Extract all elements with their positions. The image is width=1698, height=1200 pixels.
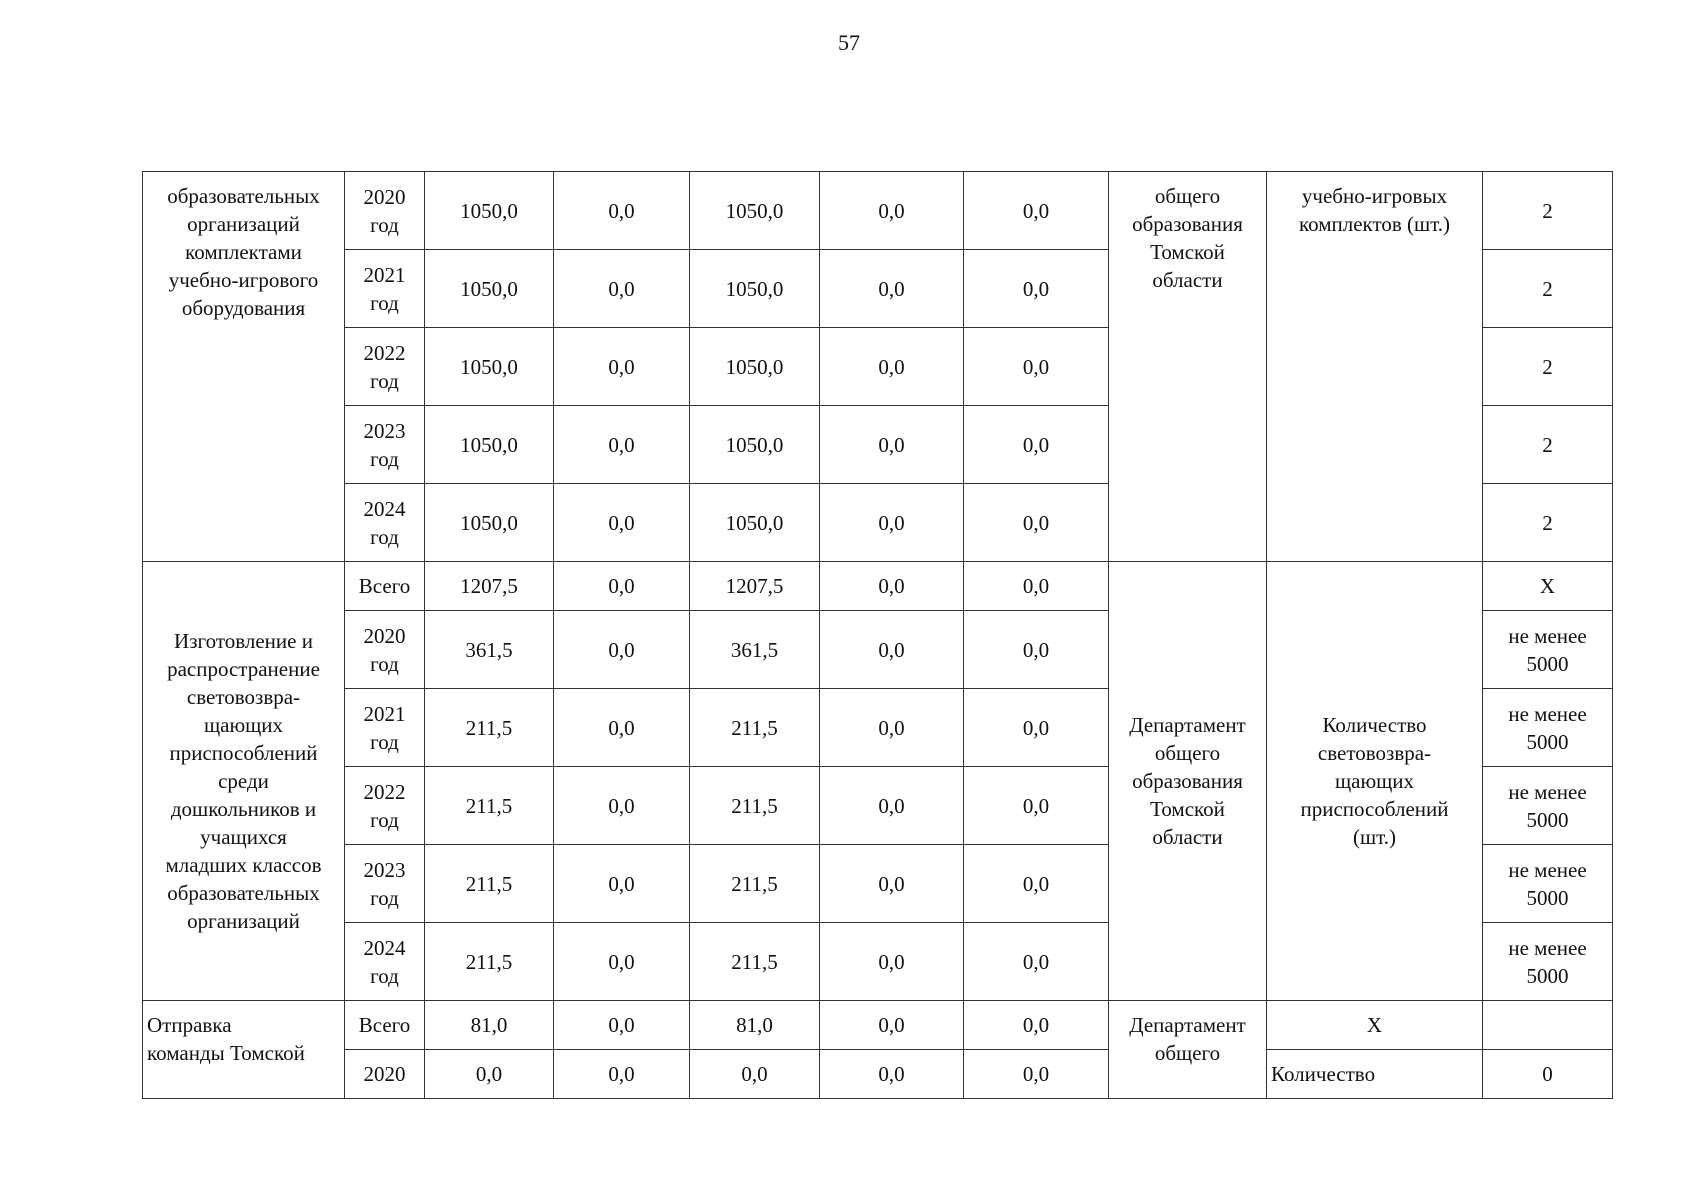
regional-budget-cell: 81,0 [690, 1001, 820, 1050]
table-row [143, 1001, 1613, 1050]
local-budget-cell: 0,0 [820, 172, 964, 250]
local-budget-cell: 0,0 [820, 406, 964, 484]
text-line: год [370, 651, 399, 676]
extra-budget-cell: 0,0 [964, 845, 1109, 923]
extra-budget-cell: 0,0 [964, 1050, 1109, 1099]
total-amount-cell: 1050,0 [425, 172, 554, 250]
federal-budget-cell: 0,0 [554, 562, 690, 611]
total-amount-cell: 211,5 [425, 689, 554, 767]
local-budget-cell: 0,0 [820, 1050, 964, 1099]
text-line: Томской [1150, 240, 1225, 264]
text-line: год [370, 368, 399, 393]
period-cell [345, 562, 425, 611]
text-line: 5000 [1526, 885, 1569, 910]
text-line: Томской [1150, 797, 1225, 821]
text-line: образования [1132, 769, 1243, 793]
total-amount-cell: 211,5 [425, 845, 554, 923]
period-cell [345, 767, 425, 845]
federal-budget-cell: 0,0 [554, 611, 690, 689]
text-line: не менее [1508, 779, 1587, 804]
local-budget-cell: 0,0 [820, 484, 964, 562]
text-line: 2022 [363, 779, 406, 804]
extra-budget-cell: 0,0 [964, 611, 1109, 689]
text-line: 5000 [1526, 807, 1569, 832]
table-row [143, 1050, 1613, 1099]
text-line: Изготовление и [174, 629, 313, 653]
federal-budget-cell: 0,0 [554, 1001, 690, 1050]
text-line: 2023 [363, 418, 406, 443]
text-line: области [1152, 825, 1223, 849]
text-line: 2 [1542, 432, 1553, 457]
federal-budget-cell: 0,0 [554, 923, 690, 1001]
text-line: команды Томской [147, 1041, 305, 1065]
local-budget-cell: 0,0 [820, 1001, 964, 1050]
text-line: учебно-игровых [1301, 184, 1448, 208]
text-line: не менее [1508, 623, 1587, 648]
text-line: приспособлений [1300, 797, 1449, 821]
text-line: общего [1154, 1041, 1221, 1065]
indicator-value-cell [1483, 1050, 1613, 1099]
indicator-name-cell [1267, 172, 1483, 562]
text-line: учебно-игрового [168, 268, 319, 292]
total-amount-cell: 1050,0 [425, 328, 554, 406]
text-line: 2021 [363, 262, 406, 287]
indicator-value-cell [1483, 611, 1613, 689]
text-line: не менее [1508, 857, 1587, 882]
indicator-name-cell [1267, 562, 1483, 1001]
total-amount-cell: 1050,0 [425, 250, 554, 328]
federal-budget-cell: 0,0 [554, 1050, 690, 1099]
regional-budget-cell: 1050,0 [690, 406, 820, 484]
text-line: 5000 [1526, 651, 1569, 676]
table-row [143, 562, 1613, 611]
text-line: оборудования [181, 296, 306, 320]
event-description-cell [143, 172, 345, 562]
extra-budget-cell: 0,0 [964, 562, 1109, 611]
text-line: Департамент [1129, 713, 1246, 737]
text-line: год [370, 446, 399, 471]
text-line: не менее [1508, 701, 1587, 726]
federal-budget-cell: 0,0 [554, 767, 690, 845]
local-budget-cell: 0,0 [820, 845, 964, 923]
text-line: Х [1539, 574, 1556, 598]
local-budget-cell: 0,0 [820, 923, 964, 1001]
text-line: комплектами [185, 240, 302, 264]
extra-budget-cell: 0,0 [964, 484, 1109, 562]
indicator-value-cell [1483, 406, 1613, 484]
table-row [143, 172, 1613, 250]
text-line: год [370, 885, 399, 910]
regional-budget-cell: 361,5 [690, 611, 820, 689]
text-line: щающих [1334, 769, 1415, 793]
indicator-name-cell [1267, 1050, 1483, 1099]
text-line: Всего [358, 1013, 411, 1037]
text-line: 2 [1542, 510, 1553, 535]
text-line: Отправка [147, 1013, 232, 1037]
indicator-value-cell [1483, 562, 1613, 611]
period-cell [345, 1001, 425, 1050]
text-line: 2020 [363, 623, 406, 648]
text-line: 2 [1542, 276, 1553, 301]
indicator-value-cell [1483, 845, 1613, 923]
text-line: 2020 [363, 1062, 406, 1086]
total-amount-cell: 1207,5 [425, 562, 554, 611]
total-amount-cell: 211,5 [425, 767, 554, 845]
regional-budget-cell: 211,5 [690, 689, 820, 767]
total-amount-cell: 211,5 [425, 923, 554, 1001]
indicator-value-cell [1483, 250, 1613, 328]
text-line: распространение [167, 657, 320, 681]
extra-budget-cell: 0,0 [964, 328, 1109, 406]
event-description-cell [143, 562, 345, 1001]
text-line: Департамент [1129, 1013, 1246, 1037]
text-line: комплектов (шт.) [1298, 212, 1451, 236]
text-line: среди [218, 769, 269, 793]
federal-budget-cell: 0,0 [554, 484, 690, 562]
federal-budget-cell: 0,0 [554, 328, 690, 406]
text-line: год [370, 729, 399, 754]
text-line: организаций [187, 909, 300, 933]
indicator-value-cell [1483, 689, 1613, 767]
federal-budget-cell: 0,0 [554, 406, 690, 484]
period-cell [345, 845, 425, 923]
text-line: приспособлений [169, 741, 318, 765]
text-line: организаций [187, 212, 300, 236]
text-line: 2021 [363, 701, 406, 726]
text-line: световозвра- [1317, 741, 1432, 765]
indicator-value-cell [1483, 923, 1613, 1001]
text-line: год [370, 807, 399, 832]
local-budget-cell: 0,0 [820, 767, 964, 845]
federal-budget-cell: 0,0 [554, 250, 690, 328]
text-line: общего [1154, 741, 1221, 765]
local-budget-cell: 0,0 [820, 611, 964, 689]
text-line: щающих [203, 713, 284, 737]
text-line: учащихся [200, 825, 287, 849]
period-cell [345, 923, 425, 1001]
text-line: 2 [1542, 198, 1553, 223]
indicator-value-cell [1483, 1001, 1613, 1050]
text-line: год [370, 963, 399, 988]
total-amount-cell: 81,0 [425, 1001, 554, 1050]
regional-budget-cell: 1050,0 [690, 250, 820, 328]
period-cell [345, 172, 425, 250]
period-cell [345, 484, 425, 562]
regional-budget-cell: 1050,0 [690, 328, 820, 406]
text-line: Количество [1322, 713, 1427, 737]
period-cell [345, 611, 425, 689]
text-line: год [370, 524, 399, 549]
period-cell [345, 328, 425, 406]
text-line: (шт.) [1352, 825, 1396, 849]
local-budget-cell: 0,0 [820, 250, 964, 328]
executor-cell [1109, 1001, 1267, 1099]
indicator-name-cell [1267, 1001, 1483, 1050]
text-line: не менее [1508, 935, 1587, 960]
extra-budget-cell: 0,0 [964, 1001, 1109, 1050]
text-line: дошкольников и [170, 797, 317, 821]
regional-budget-cell: 0,0 [690, 1050, 820, 1099]
regional-budget-cell: 211,5 [690, 767, 820, 845]
text-line: год [370, 290, 399, 315]
event-description-cell [143, 1001, 345, 1099]
funding-table [142, 171, 1613, 1099]
indicator-value-cell [1483, 172, 1613, 250]
local-budget-cell: 0,0 [820, 328, 964, 406]
indicator-value-cell [1483, 767, 1613, 845]
text-line: образовательных [167, 184, 320, 208]
federal-budget-cell: 0,0 [554, 689, 690, 767]
local-budget-cell: 0,0 [820, 689, 964, 767]
executor-cell [1109, 562, 1267, 1001]
total-amount-cell: 1050,0 [425, 484, 554, 562]
text-line: 2023 [363, 857, 406, 882]
period-cell [345, 250, 425, 328]
text-line: общего [1154, 184, 1221, 208]
text-line: 2020 [363, 184, 406, 209]
text-line: Всего [358, 574, 411, 598]
executor-cell [1109, 172, 1267, 562]
period-cell [345, 689, 425, 767]
text-line: Х [1366, 1013, 1383, 1037]
extra-budget-cell: 0,0 [964, 172, 1109, 250]
extra-budget-cell: 0,0 [964, 923, 1109, 1001]
period-cell [345, 406, 425, 484]
regional-budget-cell: 1050,0 [690, 172, 820, 250]
text-line: 2 [1542, 354, 1553, 379]
text-line: год [370, 212, 399, 237]
indicator-value-cell [1483, 328, 1613, 406]
text-line: 5000 [1526, 729, 1569, 754]
text-line: 5000 [1526, 963, 1569, 988]
indicator-value-cell [1483, 484, 1613, 562]
text-line: Количество [1271, 1062, 1376, 1086]
total-amount-cell: 361,5 [425, 611, 554, 689]
extra-budget-cell: 0,0 [964, 406, 1109, 484]
page-number: 57 [838, 30, 860, 55]
regional-budget-cell: 211,5 [690, 845, 820, 923]
regional-budget-cell: 1050,0 [690, 484, 820, 562]
total-amount-cell: 0,0 [425, 1050, 554, 1099]
regional-budget-cell: 1207,5 [690, 562, 820, 611]
extra-budget-cell: 0,0 [964, 689, 1109, 767]
text-line: 0 [1542, 1062, 1553, 1086]
text-line: 2024 [363, 935, 406, 960]
extra-budget-cell: 0,0 [964, 250, 1109, 328]
federal-budget-cell: 0,0 [554, 172, 690, 250]
extra-budget-cell: 0,0 [964, 767, 1109, 845]
text-line: образования [1132, 212, 1243, 236]
text-line: области [1152, 268, 1223, 292]
period-cell [345, 1050, 425, 1099]
text-line: младших классов [165, 853, 322, 877]
local-budget-cell: 0,0 [820, 562, 964, 611]
federal-budget-cell: 0,0 [554, 845, 690, 923]
text-line: образовательных [167, 881, 320, 905]
text-line: 2024 [363, 496, 406, 521]
regional-budget-cell: 211,5 [690, 923, 820, 1001]
text-line: 2022 [363, 340, 406, 365]
text-line: световозвра- [186, 685, 301, 709]
total-amount-cell: 1050,0 [425, 406, 554, 484]
